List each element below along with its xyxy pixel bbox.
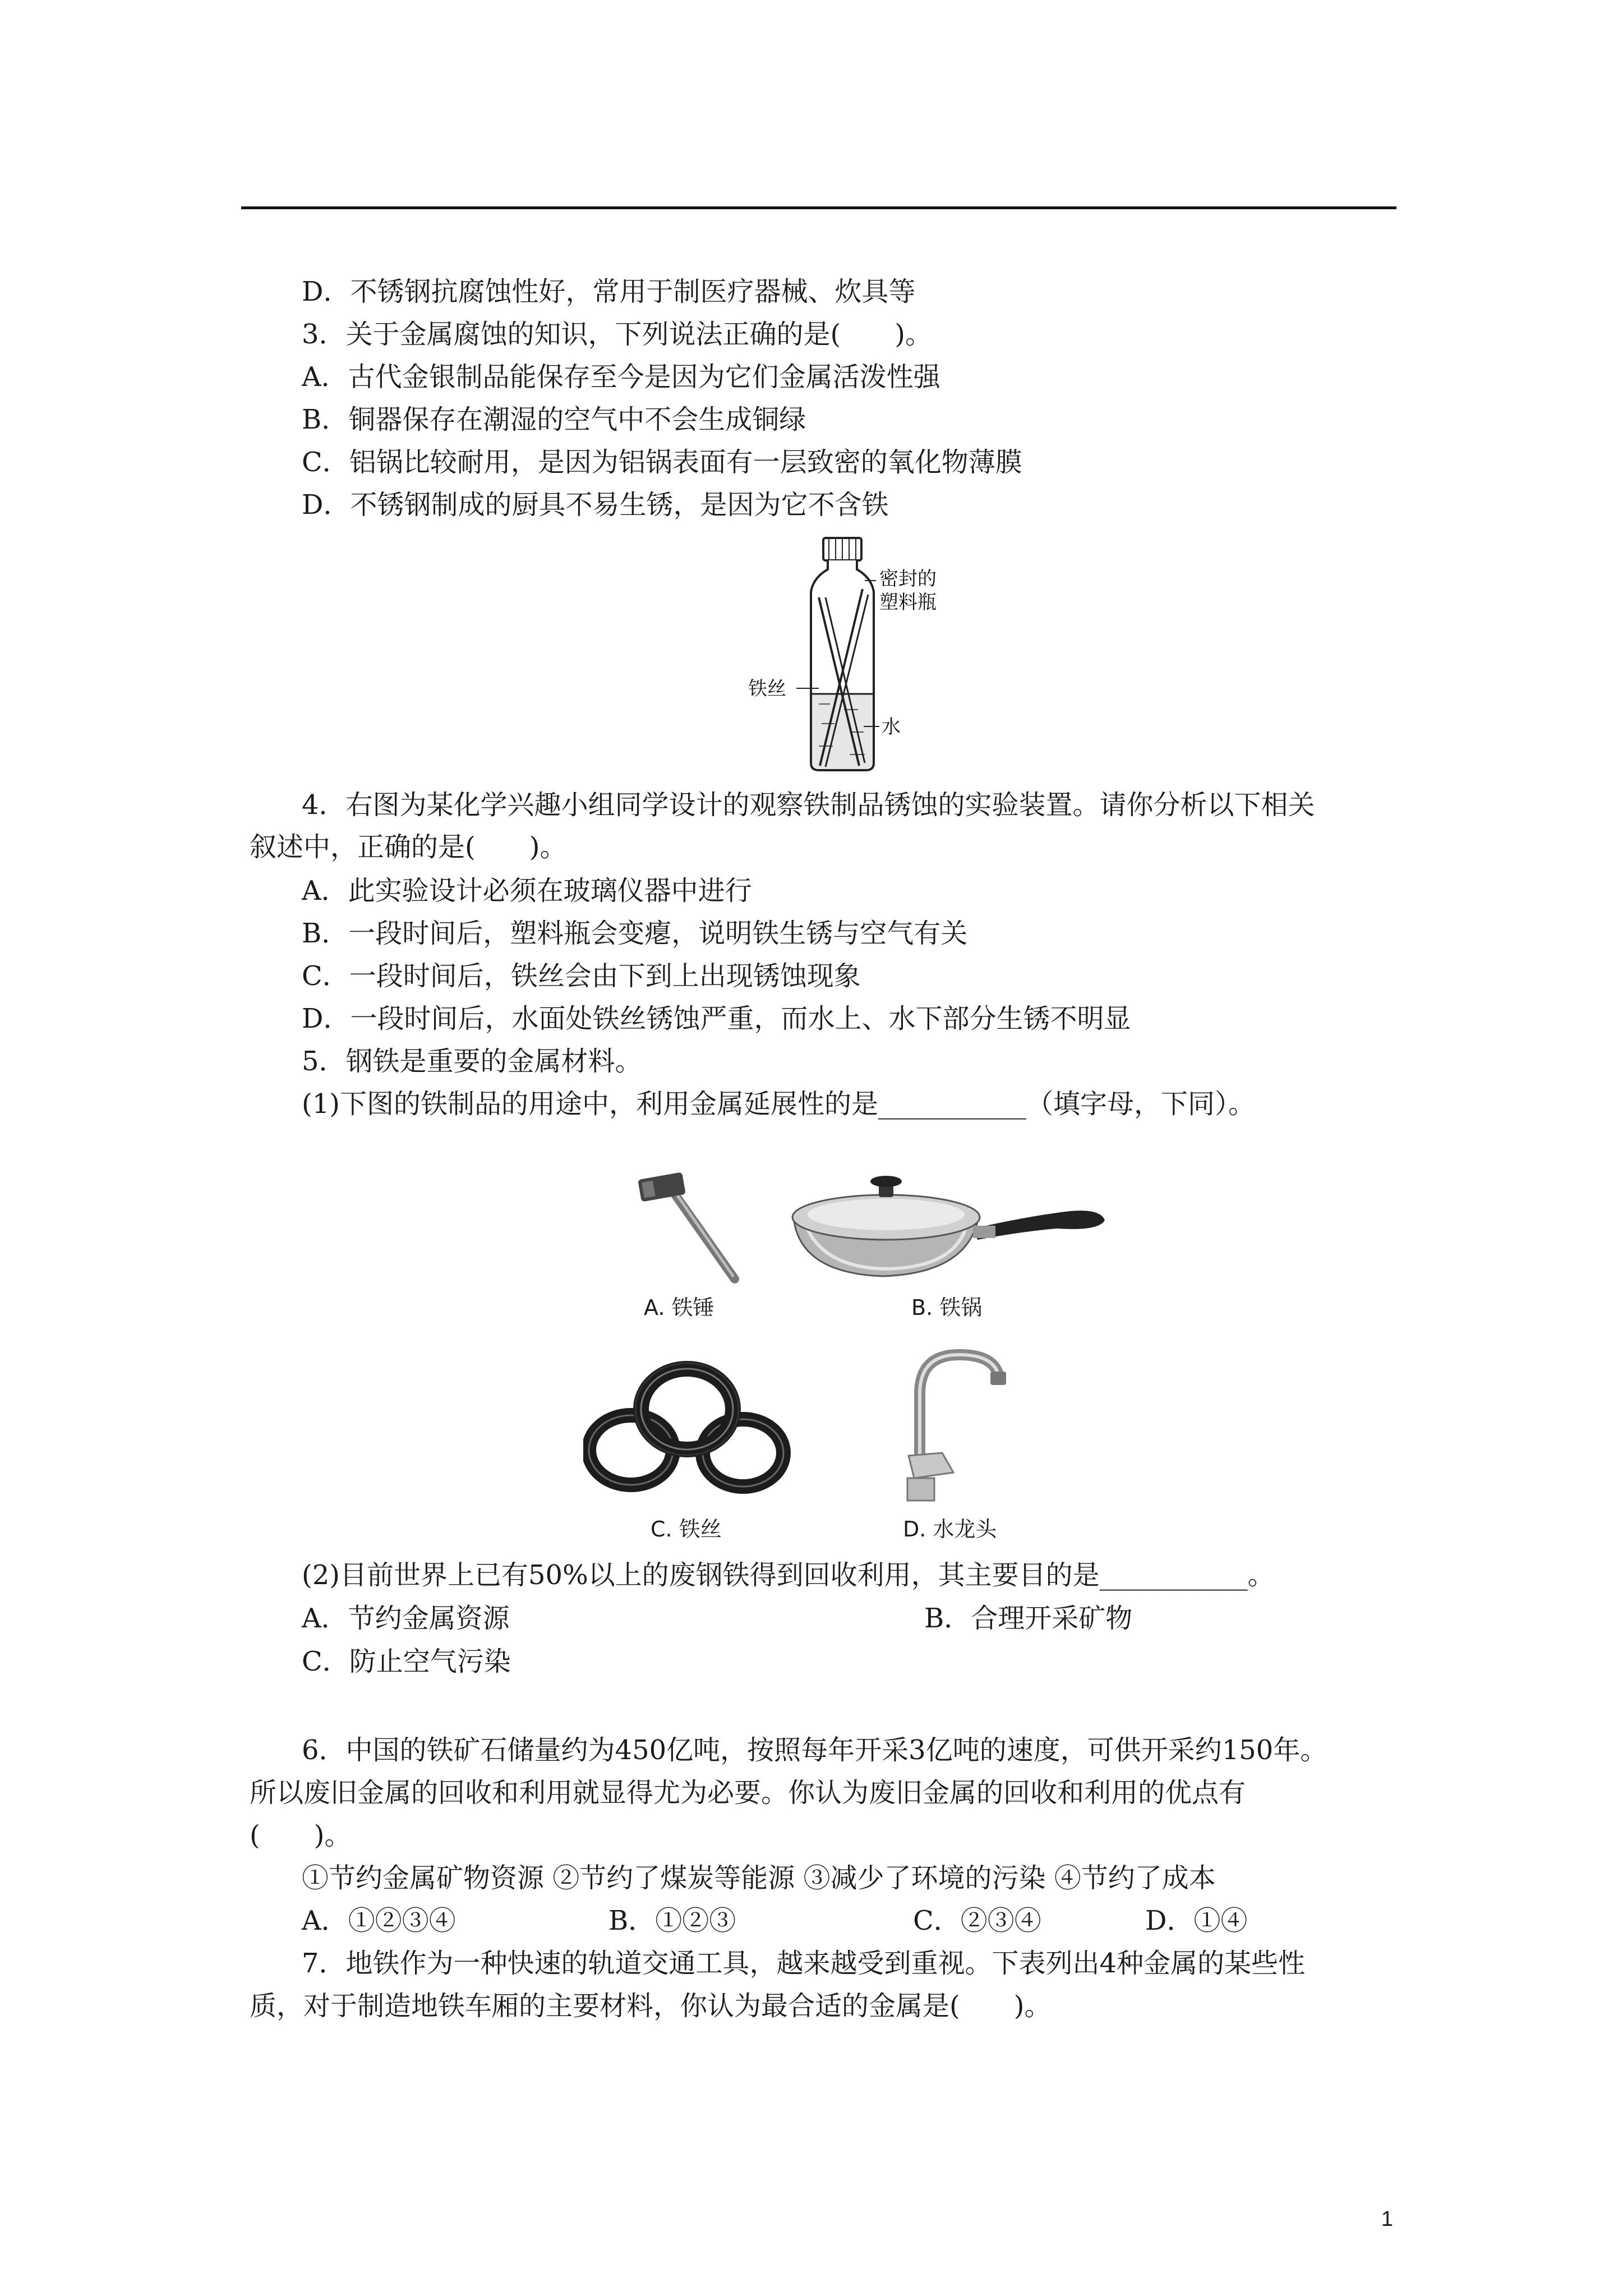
q5-part2: (2)目前世界上已有50%以上的废钢铁得到回收利用，其主要目的是___________。 — [302, 1559, 1275, 1591]
q5-part2-option-a: A．节约金属资源 — [302, 1603, 510, 1634]
q5-part2-option-c: C．防止空气污染 — [302, 1646, 511, 1677]
q2-option-d: D．不锈钢抗腐蚀性好，常用于制医疗器械、炊具等 — [302, 276, 916, 307]
caption-c-wire: C. 铁丝 — [651, 1517, 722, 1542]
label-water: 水 — [882, 716, 901, 738]
faucet-image — [880, 1343, 1026, 1506]
q4-stem-line1: 4．右图为某化学兴趣小组同学设计的观察铁制品锈蚀的实验装置。请你分析以下相关 — [302, 789, 1315, 821]
hammer-image — [628, 1167, 763, 1285]
q6-option-d: D．①④ — [1145, 1905, 1248, 1936]
wok-image — [788, 1161, 1113, 1285]
header-rule — [241, 206, 1396, 209]
caption-d-faucet: D. 水龙头 — [903, 1517, 997, 1542]
label-bottle-line2: 塑料瓶 — [879, 591, 937, 614]
q3-option-d: D．不锈钢制成的厨具不易生锈，是因为它不含铁 — [302, 489, 889, 521]
q4-stem-line2: 叙述中，正确的是( )。 — [250, 831, 567, 863]
q5-part1: (1)下图的铁制品的用途中，利用金属延展性的是___________（填字母，下同）。 — [302, 1088, 1255, 1120]
q5-stem: 5．钢铁是重要的金属材料。 — [302, 1046, 642, 1077]
q6-option-b: B．①②③ — [608, 1905, 736, 1936]
q6-stem-line2: 所以废旧金属的回收和利用就显得尤为必要。你认为废旧金属的回收和利用的优点有 — [250, 1777, 1246, 1809]
q4-option-a: A．此实验设计必须在玻璃仪器中进行 — [302, 875, 752, 907]
q4-option-c: C．一段时间后，铁丝会由下到上出现锈蚀现象 — [302, 960, 861, 992]
q6-statements: ①节约金属矿物资源 ②节约了煤炭等能源 ③减少了环境的污染 ④节约了成本 — [302, 1862, 1216, 1894]
q7-stem-line2: 质，对于制造地铁车厢的主要材料，你认为最合适的金属是( )。 — [250, 1990, 1052, 2022]
q3-option-c: C．铝锅比较耐用，是因为铝锅表面有一层致密的氧化物薄膜 — [302, 447, 1022, 478]
q4-option-d: D．一段时间后，水面处铁丝锈蚀严重，而水上、水下部分生锈不明显 — [302, 1003, 1131, 1034]
q5-part2-option-b: B．合理开采矿物 — [924, 1603, 1133, 1634]
rust-experiment-diagram — [729, 536, 987, 777]
label-wire: 铁丝 — [748, 678, 786, 700]
q3-option-b: B．铜器保存在潮湿的空气中不会生成铜绿 — [302, 404, 806, 435]
q6-option-c: C．②③④ — [913, 1905, 1041, 1936]
page-number: 1 — [1381, 2207, 1393, 2231]
q6-stem-line1: 6．中国的铁矿石储量约为450亿吨，按照每年开采3亿吨的速度，可供开采约150年。 — [302, 1734, 1327, 1766]
label-bottle-line1: 密封的 — [879, 568, 937, 590]
caption-a-hammer: A. 铁锤 — [644, 1295, 714, 1320]
caption-b-wok: B. 铁锅 — [911, 1295, 983, 1320]
wire-coils-image — [583, 1358, 791, 1503]
q6-stem-line3: ( )。 — [250, 1820, 352, 1851]
q4-option-b: B．一段时间后，塑料瓶会变瘪，说明铁生锈与空气有关 — [302, 918, 968, 949]
q7-stem-line1: 7．地铁作为一种快速的轨道交通工具，越来越受到重视。下表列出4种金属的某些性 — [302, 1948, 1306, 1979]
q6-option-a: A．①②③④ — [302, 1905, 456, 1936]
q3-option-a: A．古代金银制品能保存至今是因为它们金属活泼性强 — [302, 361, 940, 393]
q3-stem: 3．关于金属腐蚀的知识，下列说法正确的是( )。 — [302, 319, 932, 350]
